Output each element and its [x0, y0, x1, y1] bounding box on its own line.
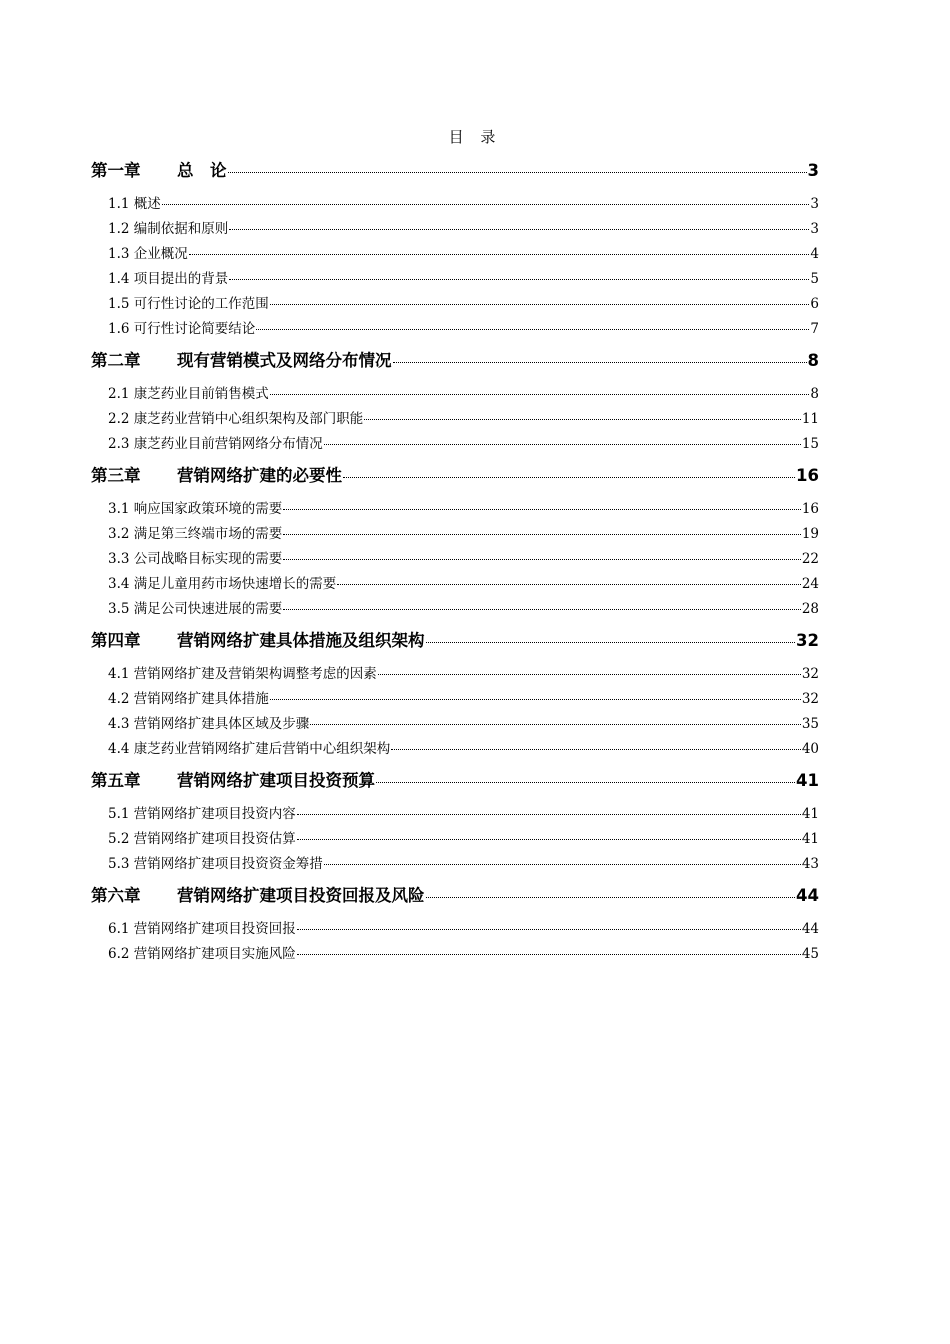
- section-title: 5.3 营销网络扩建项目投资资金筹措: [108, 856, 323, 872]
- toc-section-entry[interactable]: [91, 597, 819, 622]
- toc-section-entry[interactable]: [91, 407, 819, 432]
- chapter-number: 第五章: [91, 771, 141, 790]
- section-title: 3.4 满足儿童用药市场快速增长的需要: [108, 576, 337, 592]
- dot-leader: [297, 814, 801, 815]
- dot-leader: [283, 559, 801, 560]
- section-page-number: 41: [801, 806, 819, 822]
- dot-leader: [229, 229, 809, 230]
- section-title: 2.1 康芝药业目前销售模式: [108, 386, 269, 402]
- toc-section-entry[interactable]: [91, 192, 819, 217]
- section-title: 4.4 康芝药业营销网络扩建后营销中心组织架构: [108, 741, 391, 757]
- section-title: 3.5 满足公司快速进展的需要: [108, 601, 283, 617]
- chapter-page-number: 41: [796, 771, 819, 790]
- dot-leader: [364, 419, 801, 420]
- section-page-number: 24: [801, 576, 819, 592]
- section-page-number: 43: [801, 856, 819, 872]
- section-page-number: 35: [801, 716, 819, 732]
- section-page-number: 28: [801, 601, 819, 617]
- chapter-number: 第一章: [91, 161, 141, 180]
- toc-section-entry[interactable]: [91, 737, 819, 762]
- section-page-number: 5: [810, 271, 819, 287]
- chapter-title: 营销网络扩建项目投资回报及风险: [177, 886, 425, 905]
- chapter-title: 现有营销模式及网络分布情况: [177, 351, 392, 370]
- chapter-title: 营销网络扩建具体措施及组织架构: [177, 631, 425, 650]
- toc-section-entry[interactable]: [91, 217, 819, 242]
- section-page-number: 32: [801, 691, 819, 707]
- section-title: 1.1 概述: [108, 196, 161, 212]
- dot-leader: [229, 279, 809, 280]
- chapter-heading: [91, 348, 392, 374]
- chapter-title: 营销网络扩建项目投资预算: [177, 771, 375, 790]
- dot-leader: [337, 584, 801, 585]
- dot-leader: [324, 444, 801, 445]
- chapter-title: 总 论: [177, 161, 227, 180]
- toc-section-entry[interactable]: [91, 827, 819, 852]
- chapter-page-number: 8: [807, 351, 819, 370]
- toc-section-entry[interactable]: [91, 382, 819, 407]
- chapter-page-number: 44: [796, 886, 819, 905]
- toc-section-entry[interactable]: [91, 242, 819, 267]
- dot-leader: [297, 954, 801, 955]
- dot-leader: [378, 674, 801, 675]
- toc-chapter-entry[interactable]: [91, 463, 819, 489]
- dot-leader: [324, 864, 801, 865]
- section-page-number: 19: [801, 526, 819, 542]
- toc-section-entry[interactable]: [91, 267, 819, 292]
- chapter-heading: [91, 463, 342, 489]
- toc-chapter-entry[interactable]: [91, 348, 819, 374]
- toc-chapter-entry[interactable]: [91, 158, 819, 184]
- chapter-number: 第六章: [91, 886, 141, 905]
- section-title: 4.2 营销网络扩建具体措施: [108, 691, 269, 707]
- section-title: 4.1 营销网络扩建及营销架构调整考虑的因素: [108, 666, 377, 682]
- toc-section-entry[interactable]: [91, 662, 819, 687]
- section-page-number: 16: [801, 501, 819, 517]
- section-title: 1.3 企业概况: [108, 246, 188, 262]
- section-title: 1.2 编制依据和原则: [108, 221, 229, 237]
- section-page-number: 7: [810, 321, 819, 337]
- toc-section-entry[interactable]: [91, 547, 819, 572]
- toc-section-entry[interactable]: [91, 432, 819, 457]
- dot-leader: [297, 839, 801, 840]
- toc-section-entry[interactable]: [91, 572, 819, 597]
- section-title: 4.3 营销网络扩建具体区域及步骤: [108, 716, 310, 732]
- chapter-heading: [91, 158, 227, 184]
- section-title: 2.3 康芝药业目前营销网络分布情况: [108, 436, 323, 452]
- toc-chapter-entry[interactable]: [91, 628, 819, 654]
- section-title: 3.3 公司战略目标实现的需要: [108, 551, 283, 567]
- chapter-page-number: 3: [807, 161, 819, 180]
- section-page-number: 44: [801, 921, 819, 937]
- chapter-number: 第二章: [91, 351, 141, 370]
- section-title: 6.2 营销网络扩建项目实施风险: [108, 946, 296, 962]
- section-page-number: 41: [801, 831, 819, 847]
- section-title: 1.6 可行性讨论简要结论: [108, 321, 256, 337]
- section-title: 6.1 营销网络扩建项目投资回报: [108, 921, 296, 937]
- section-page-number: 32: [801, 666, 819, 682]
- dot-leader: [426, 897, 796, 898]
- chapter-heading: [91, 883, 425, 909]
- toc-section-entry[interactable]: [91, 292, 819, 317]
- section-title: 1.4 项目提出的背景: [108, 271, 229, 287]
- dot-leader: [162, 204, 810, 205]
- section-title: 5.1 营销网络扩建项目投资内容: [108, 806, 296, 822]
- toc-chapter-entry[interactable]: [91, 768, 819, 794]
- dot-leader: [343, 477, 795, 478]
- chapter-page-number: 32: [796, 631, 819, 650]
- dot-leader: [270, 699, 801, 700]
- chapter-number: 第三章: [91, 466, 141, 485]
- toc-title: 目 录: [448, 128, 502, 146]
- toc-section-entry[interactable]: [91, 852, 819, 877]
- dot-leader: [283, 534, 801, 535]
- section-title: 3.2 满足第三终端市场的需要: [108, 526, 283, 542]
- chapter-page-number: 16: [796, 466, 819, 485]
- section-page-number: 15: [801, 436, 819, 452]
- dot-leader: [297, 929, 801, 930]
- dot-leader: [189, 254, 810, 255]
- toc-section-entry[interactable]: [91, 497, 819, 522]
- section-page-number: 3: [810, 221, 819, 237]
- dot-leader: [256, 329, 809, 330]
- dot-leader: [283, 509, 801, 510]
- section-title: 1.5 可行性讨论的工作范围: [108, 296, 269, 312]
- toc-section-entry[interactable]: [91, 317, 819, 342]
- dot-leader: [393, 362, 807, 363]
- section-page-number: 3: [810, 196, 819, 212]
- dot-leader: [270, 394, 810, 395]
- section-title: 3.1 响应国家政策环境的需要: [108, 501, 283, 517]
- chapter-number: 第四章: [91, 631, 141, 650]
- chapter-title: 营销网络扩建的必要性: [177, 466, 342, 485]
- section-page-number: 40: [801, 741, 819, 757]
- dot-leader: [310, 724, 801, 725]
- chapter-heading: [91, 628, 425, 654]
- toc-section-entry[interactable]: [91, 712, 819, 737]
- toc-chapter-entry[interactable]: [91, 883, 819, 909]
- dot-leader: [228, 172, 807, 173]
- toc-section-entry[interactable]: [91, 802, 819, 827]
- section-page-number: 8: [810, 386, 819, 402]
- toc-section-entry[interactable]: [91, 522, 819, 547]
- section-title: 5.2 营销网络扩建项目投资估算: [108, 831, 296, 847]
- table-of-contents: [91, 158, 819, 967]
- section-page-number: 22: [801, 551, 819, 567]
- dot-leader: [391, 749, 801, 750]
- section-page-number: 6: [810, 296, 819, 312]
- chapter-heading: [91, 768, 375, 794]
- toc-section-entry[interactable]: [91, 917, 819, 942]
- dot-leader: [283, 609, 801, 610]
- section-page-number: 4: [810, 246, 819, 262]
- dot-leader: [270, 304, 810, 305]
- dot-leader: [376, 782, 795, 783]
- section-page-number: 45: [801, 946, 819, 962]
- toc-section-entry[interactable]: [91, 942, 819, 967]
- dot-leader: [426, 642, 796, 643]
- section-title: 2.2 康芝药业营销中心组织架构及部门职能: [108, 411, 364, 427]
- toc-section-entry[interactable]: [91, 687, 819, 712]
- section-page-number: 11: [801, 411, 819, 427]
